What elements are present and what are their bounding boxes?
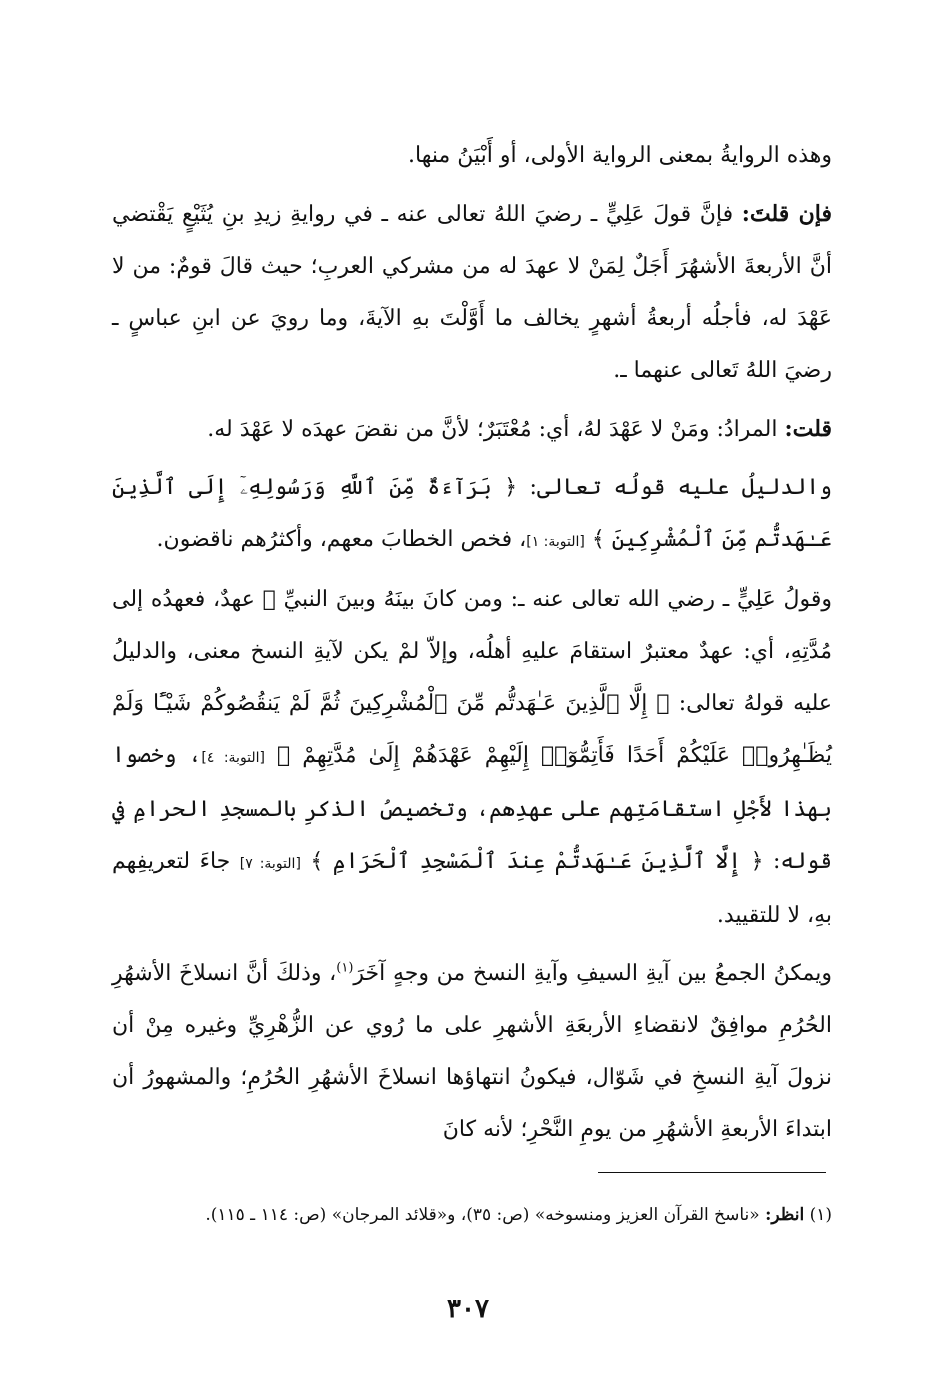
paragraph-text: المرادُ: ومَنْ لا عَهْدَ لهُ، أي: مُعْتَبَرٌ؛ لأنَّ من نقضَ عهدَه لا عَهْدَ له. [207,417,778,442]
paragraph-text: وهذه الروايةُ بمعنى الرواية الأولى، أو أَبْيَنُ منها. [408,143,832,168]
paragraph-text: وقولُ عَلِيٍّ ـ رضي الله تعالى عنه ـ: ومن كانَ بينَهُ وبينَ النبيِّ ﷺ عهدٌ، فعهدُه إلى مُدَّتِهِ، أي: عهدٌ معتبرٌ استقامَ عليهِ أهلُه، وإلاّ لمْ يكن لآيةِ النسخ معنى، والدليلُ عليه قولهُ تعالى: [112,587,832,716]
footnote-lead: انظر: [765,1205,805,1225]
paragraph-text: ، وذلكَ أنَّ انسلاخَ الأشهُرِ الحُرُمِ موافِقٌ لانقضاءِ الأربعَةِ الأشهرِ على ما رُوي عن الزُّهْرِيِّ وغيره مِنْ أن نزولَ آيةِ النسخِ في شَوّال، فيكونُ انتهاؤها انسلاخَ الأشهُرِ الحُرُمِ؛ والمشهورُ أن ابتداءَ الأربعةِ الأشهُرِ من يومِ النَّحْرِ؛ لأنه كانَ [112,961,832,1142]
paragraph-lead: فإن قلتَ: [741,201,832,227]
paragraph-text: ، وخصوا بهذا لأَجْلِ استقامَتِهم على عهدِهم، وتخصيصُ الذكرِ بالمسجدِ الحرامِ في قوله: [112,743,833,874]
paragraph-text: ويمكنُ الجمعُ بين آيةِ السيفِ وآيةِ النسخ من وجهٍ آخَرَ [353,961,832,986]
verse-reference: [التوبة: ١] [526,534,585,550]
verse-reference: [التوبة: ٤] [201,750,266,766]
footnote-label: (١) [809,1205,832,1225]
footnotes [112,1196,832,1234]
paragraph-4 [112,462,832,568]
paragraph-text: جاءَ لتعريفِهم بهِ، لا للتقييد. [112,849,832,928]
paragraph-2 [112,188,832,397]
paragraph-lead: قلت: [784,416,832,442]
paragraph-3 [112,403,832,456]
paragraph-6 [112,948,832,1156]
paragraph-5 [112,574,832,942]
page-number: ٣٠٧ [447,1294,489,1324]
verse-reference: [التوبة: ٧] [239,856,301,872]
quran-verse: ﴿ إِلَّا ٱلَّذِينَ عَـٰهَدتُّم مِّنَ ٱلْمُشْرِكِينَ ثُمَّ لَمْ يَنقُصُوكُمْ شَيْـًٔا وَلَمْ يُظَـٰهِرُوا۟ عَلَيْكُمْ أَحَدًا فَأَتِمُّوٓا۟ إِلَيْهِمْ عَهْدَهُمْ إِلَىٰ مُدَّتِهِمْ ﴾ [112,691,832,768]
main-text [112,130,832,1162]
footnote-text: «ناسخ القرآن العزيز ومنسوخه» (ص: ٣٥)، و«قلائد المرجان» (ص: ١١٤ ـ ١١٥). [205,1205,760,1225]
paragraph-1 [112,130,832,182]
paragraph-text: فإنَّ قولَ عَلِيٍّ ـ رضيَ اللهُ تعالى عنه ـ في روايةِ زيدِ بنِ يُثَيْعٍ يَقْتضي أنَّ الأربعةَ الأشهُرَ أَجَلٌ لِمَنْ لا عهدَ له من مشركي العربِ؛ حيث قالَ قومٌ: من لا عَهْدَ له، فأجلُه أربعةُ أشهرٍ يخالف ما أَوَّلْتَ بهِ الآيةَ، وما رويَ عن ابنِ عباسٍ ـ رضيَ اللهُ تَعالى عنهما ـ. [112,202,832,383]
footnote-separator [598,1172,826,1173]
paragraph-text: ، فخص الخطابَ معهم، وأكثرُهم ناقضون. [156,527,527,552]
quran-verse: ﴿ إِلَّا ٱلَّذِينَ عَـٰهَدتُّمْ عِندَ ٱلْمَسْجِدِ ٱلْحَرَامِ ﴾ [310,849,764,874]
paragraph-text: والدليلُ عليه قولُه تعالى: [529,475,832,500]
footnote-marker[interactable]: (١) [336,960,354,976]
quran-verse: ﴿ بَرَآءَةٌ مِّنَ ٱللَّهِ وَرَسُولِهِۦٓ إِلَى ٱلَّذِينَ عَـٰهَدتُّم مِّنَ ٱلْمُشْرِكِينَ ﴾ [112,475,832,552]
footnote-1 [112,1196,832,1234]
